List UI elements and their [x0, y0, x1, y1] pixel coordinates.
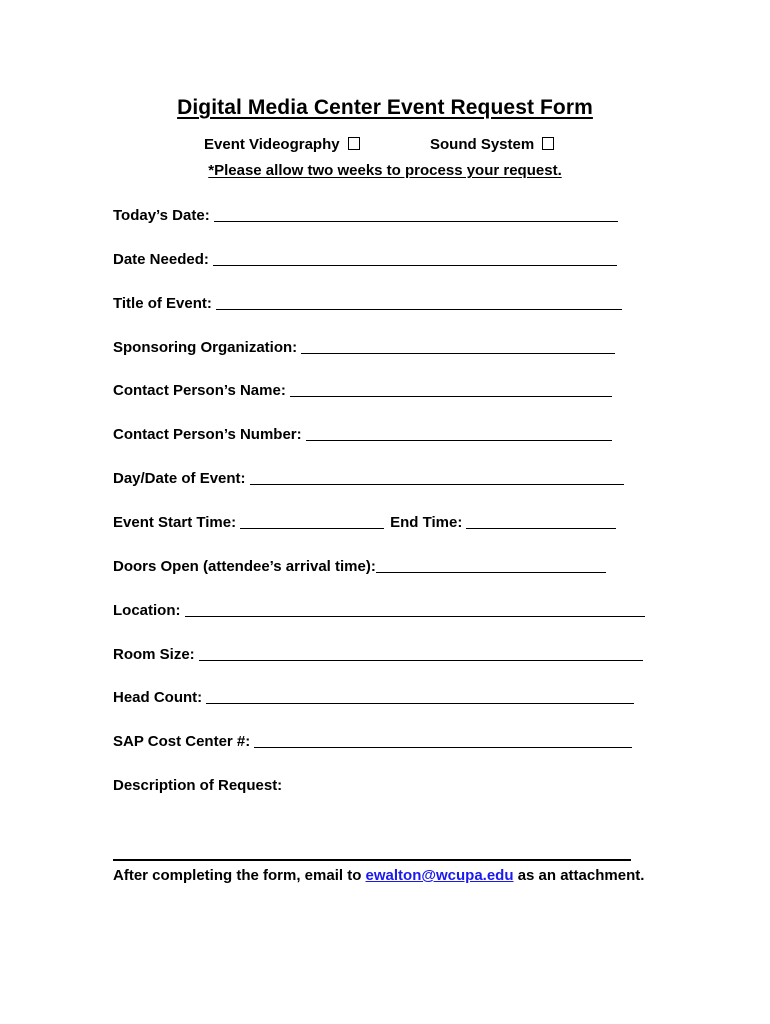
contact-name-label: Contact Person’s Name:: [113, 382, 286, 399]
description-label: Description of Request:: [113, 777, 283, 794]
location-label: Location:: [113, 602, 181, 619]
footer-instructions: [113, 865, 653, 886]
sponsoring-organization-label: Sponsoring Organization:: [113, 339, 298, 356]
sap-cost-center-input[interactable]: [254, 729, 632, 748]
contact-name-input[interactable]: [290, 378, 612, 397]
footer-divider: [113, 859, 631, 861]
service-option-videography[interactable]: [204, 136, 360, 153]
location-field[interactable]: [113, 597, 645, 619]
sponsoring-organization-field[interactable]: [113, 334, 615, 356]
location-input[interactable]: [185, 598, 645, 617]
date-needed-label: Date Needed:: [113, 251, 209, 268]
videography-label: Event Videography: [204, 136, 340, 153]
start-time-label: Event Start Time:: [113, 514, 237, 531]
date-needed-field[interactable]: [113, 246, 617, 268]
footer-text-after: as an attachment.: [517, 867, 645, 884]
todays-date-input[interactable]: [214, 203, 618, 222]
title-of-event-input[interactable]: [216, 291, 622, 310]
head-count-field[interactable]: [113, 684, 634, 706]
event-time-field[interactable]: [113, 509, 616, 531]
todays-date-field[interactable]: [113, 202, 618, 224]
contact-number-input[interactable]: [306, 422, 612, 441]
doors-open-input[interactable]: [376, 554, 606, 573]
sound-system-label: Sound System: [430, 136, 535, 153]
sound-system-checkbox[interactable]: [542, 137, 554, 150]
head-count-input[interactable]: [206, 685, 634, 704]
videography-checkbox[interactable]: [348, 137, 360, 150]
todays-date-label: Today’s Date:: [113, 207, 210, 224]
doors-open-field[interactable]: [113, 553, 606, 575]
day-date-event-label: Day/Date of Event:: [113, 470, 246, 487]
day-date-event-field[interactable]: [113, 465, 624, 487]
sponsoring-organization-input[interactable]: [301, 335, 615, 354]
form-title: Digital Media Center Event Request Form: [177, 96, 593, 119]
sap-cost-center-field[interactable]: [113, 728, 632, 750]
contact-number-label: Contact Person’s Number:: [113, 426, 302, 443]
room-size-field[interactable]: [113, 641, 643, 663]
footer-text-before: After completing the form, email to: [113, 867, 362, 884]
head-count-label: Head Count:: [113, 689, 203, 706]
date-needed-input[interactable]: [213, 247, 617, 266]
start-time-input[interactable]: [240, 510, 384, 529]
contact-number-field[interactable]: [113, 421, 612, 443]
end-time-input[interactable]: [466, 510, 616, 529]
description-field[interactable]: [113, 772, 282, 794]
title-of-event-field[interactable]: [113, 290, 622, 312]
room-size-label: Room Size:: [113, 646, 195, 663]
contact-name-field[interactable]: [113, 377, 612, 399]
sap-cost-center-label: SAP Cost Center #:: [113, 733, 251, 750]
email-link[interactable]: ewalton@wcupa.edu: [365, 867, 514, 884]
doors-open-label: Doors Open (attendee’s arrival time):: [113, 558, 376, 575]
end-time-label: End Time:: [390, 514, 463, 531]
processing-notice: *Please allow two weeks to process your request.: [208, 162, 562, 179]
room-size-input[interactable]: [199, 642, 643, 661]
day-date-event-input[interactable]: [250, 466, 624, 485]
title-of-event-label: Title of Event:: [113, 295, 212, 312]
service-option-sound-system[interactable]: [430, 136, 554, 153]
